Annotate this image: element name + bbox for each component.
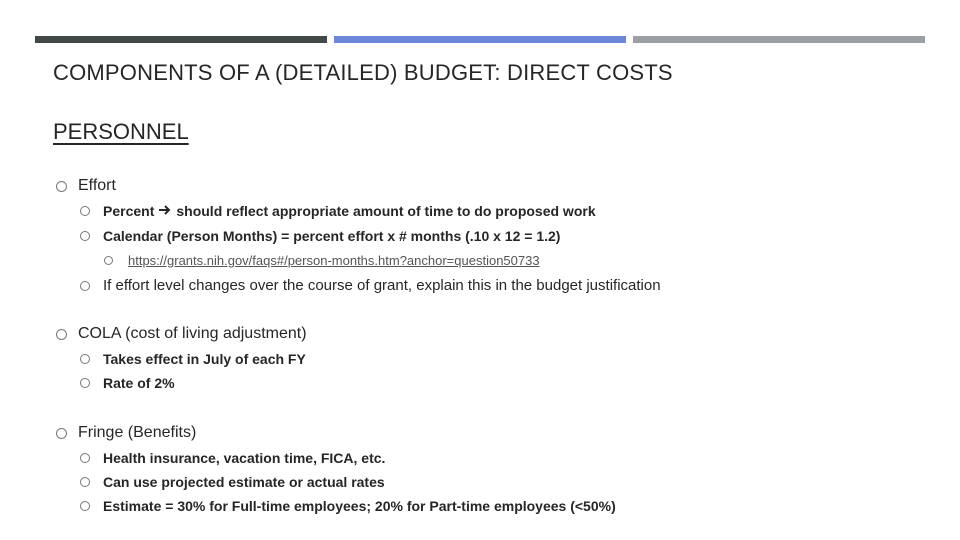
- bullet-fringe: [56, 424, 196, 442]
- fringe-item: Estimate = 30% for Full-time employees; 20% for Part-time employees (<50%): [103, 498, 616, 514]
- circle-bullet-icon: [80, 354, 90, 364]
- percent-label: Percent: [103, 203, 155, 219]
- bullet-cola: [56, 325, 307, 343]
- effort-changes-text: If effort level changes over the course of grant, explain this in the budget justification: [103, 277, 661, 294]
- list-item: [80, 450, 385, 466]
- circle-bullet-icon: [80, 477, 90, 487]
- fringe-label: Fringe (Benefits): [78, 424, 197, 441]
- cola-item: Takes effect in July of each FY: [103, 351, 306, 367]
- circle-bullet-icon: [80, 501, 90, 511]
- list-item: [80, 498, 616, 514]
- bullet-effort-changes: [80, 277, 661, 294]
- effort-label: Effort: [78, 177, 116, 194]
- circle-bullet-icon: [104, 256, 113, 265]
- header-bar-blue: [334, 36, 626, 43]
- right-arrow-icon: [158, 203, 172, 219]
- circle-bullet-icon: [80, 281, 90, 291]
- circle-bullet-icon: [80, 206, 90, 216]
- circle-bullet-icon: [56, 329, 67, 340]
- bullet-percent: [80, 203, 596, 219]
- circle-bullet-icon: [80, 231, 90, 241]
- circle-bullet-icon: [56, 428, 67, 439]
- fringe-item: Health insurance, vacation time, FICA, etc.: [103, 450, 386, 466]
- header-bar-dark: [35, 36, 327, 43]
- circle-bullet-icon: [56, 181, 67, 192]
- circle-bullet-icon: [80, 453, 90, 463]
- cola-item: Rate of 2%: [103, 375, 175, 391]
- bullet-effort: [56, 177, 116, 195]
- list-item: [80, 474, 385, 490]
- circle-bullet-icon: [80, 378, 90, 388]
- slide-title: COMPONENTS OF A (DETAILED) BUDGET: DIRECT COSTS: [53, 60, 673, 85]
- section-heading: PERSONNEL: [53, 119, 189, 144]
- percent-text: should reflect appropriate amount of time to do proposed work: [176, 203, 596, 219]
- person-months-link[interactable]: https://grants.nih.gov/faqs#/person-months.htm?anchor=question50733: [128, 253, 540, 268]
- bullet-link: [104, 253, 540, 268]
- list-item: [80, 375, 175, 391]
- calendar-text: Calendar (Person Months) = percent effort x # months (.10 x 12 = 1.2): [103, 228, 561, 244]
- cola-label: COLA (cost of living adjustment): [78, 325, 307, 342]
- bullet-calendar: [80, 228, 560, 244]
- list-item: [80, 351, 306, 367]
- header-bar-gray: [633, 36, 925, 43]
- fringe-item: Can use projected estimate or actual rates: [103, 474, 385, 490]
